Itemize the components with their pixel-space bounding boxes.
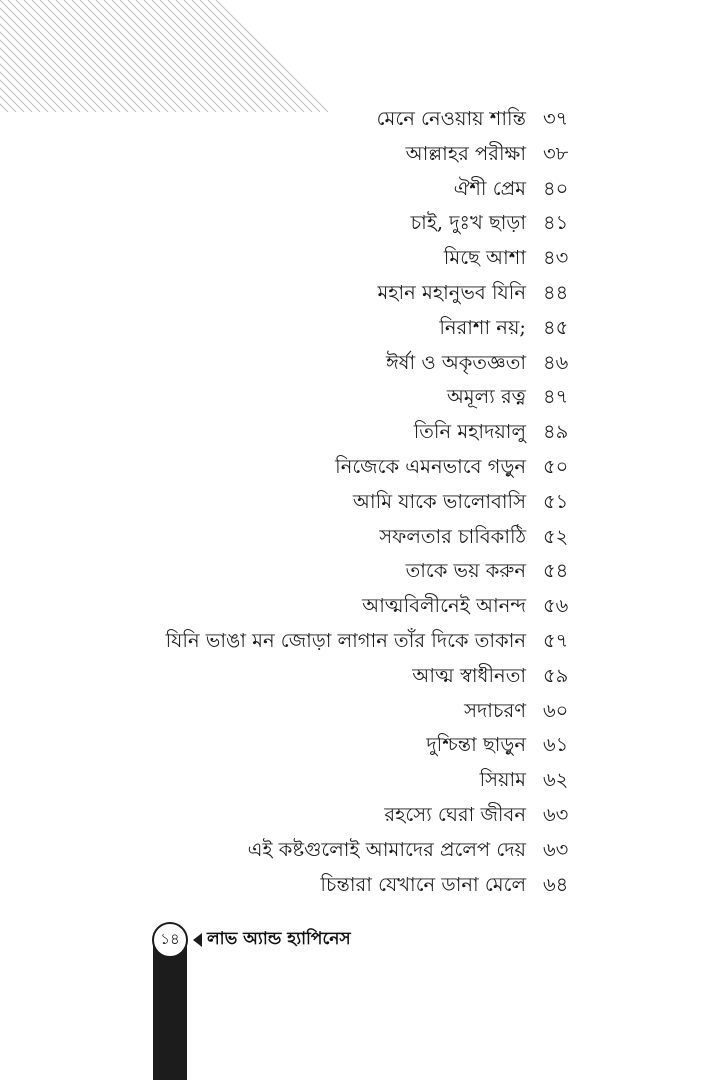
toc-entry: [0, 694, 728, 729]
toc-entry-page: ৪৭: [543, 385, 569, 409]
hatch-line: [328, 0, 340, 112]
hatch-line: [88, 0, 200, 112]
toc-entry: [0, 276, 728, 311]
toc-entry-page: ৫০: [543, 454, 569, 478]
toc-entry-title: রহস্যে ঘেরা জীবন: [384, 802, 526, 826]
toc-entry-title: সফলতার চাবিকাঠি: [379, 524, 526, 548]
arrow-left-icon: [193, 933, 202, 947]
hatch-line: [200, 0, 312, 112]
page-number: ১৪: [160, 929, 180, 948]
toc-entry-title: চাই, দুঃখ ছাড়া: [410, 211, 526, 235]
toc-entry-page: ৪৬: [543, 350, 569, 374]
hatch-line: [312, 0, 340, 112]
hatch-line: [128, 0, 240, 112]
toc-entry-page: ৫৬: [543, 594, 569, 618]
toc-entry-page: ৪৫: [543, 315, 569, 339]
toc-entry: [0, 624, 728, 659]
hatch-line: [192, 0, 304, 112]
toc-entry-page: ৪৯: [543, 420, 569, 444]
table-of-contents: [0, 102, 728, 902]
toc-entry: [0, 311, 728, 346]
toc-entry-title: যিনি ভাঙা মন জোড়া লাগান তাঁর দিকে তাকান: [165, 628, 526, 652]
hatch-line: [56, 0, 168, 112]
toc-entry-title: আল্লাহর পরীক্ষা: [405, 141, 526, 165]
toc-entry: [0, 450, 728, 485]
hatch-line: [208, 0, 320, 112]
toc-entry-title: অমূল্য রত্ন: [446, 385, 526, 409]
toc-entry: [0, 415, 728, 450]
book-title: লাভ অ্যান্ড হ্যাপিনেস: [207, 929, 351, 949]
page-number-badge: [152, 922, 188, 958]
toc-entry: [0, 380, 728, 415]
hatch-line: [336, 0, 340, 112]
hatch-line: [280, 0, 340, 112]
toc-entry-page: ৬৩: [543, 802, 569, 826]
hatch-line: [112, 0, 224, 112]
toc-entry-page: ৬৪: [543, 872, 569, 896]
toc-entry: [0, 589, 728, 624]
toc-entry: [0, 346, 728, 381]
hatch-line: [16, 0, 128, 112]
toc-entry: [0, 659, 728, 694]
toc-entry-page: ৬৩: [543, 837, 569, 861]
toc-entry-page: ৫২: [543, 524, 569, 548]
toc-entry: [0, 798, 728, 833]
toc-entry-title: আত্ম স্বাধীনতা: [412, 663, 526, 687]
hatch-line: [256, 0, 340, 112]
hatch-line: [304, 0, 340, 112]
hatch-line: [320, 0, 340, 112]
hatch-line: [120, 0, 232, 112]
toc-entry-page: ৫৯: [543, 663, 569, 687]
toc-entry-title: চিন্তারা যেখানে ডানা মেলে: [320, 872, 526, 896]
toc-entry-title: নিরাশা নয়;: [439, 315, 526, 339]
hatch-line: [0, 0, 72, 112]
toc-entry: [0, 520, 728, 555]
hatch-line: [64, 0, 176, 112]
toc-entry-title: মহান মহানুভব যিনি: [377, 280, 526, 304]
toc-entry-title: নিজেকে এমনভাবে গড়ুন: [335, 454, 526, 478]
hatch-line: [152, 0, 264, 112]
hatch-line: [24, 0, 136, 112]
toc-entry-page: ৫৪: [543, 559, 569, 583]
hatch-line: [224, 0, 336, 112]
hatch-line: [80, 0, 192, 112]
toc-entry-title: সিয়াম: [479, 768, 526, 792]
toc-entry: [0, 554, 728, 589]
toc-entry: [0, 763, 728, 798]
toc-entry: [0, 206, 728, 241]
hatch-line: [8, 0, 120, 112]
hatch-line: [0, 0, 24, 112]
hatch-line: [216, 0, 328, 112]
hatch-line: [248, 0, 340, 112]
toc-entry-title: এই কষ্টগুলোই আমাদের প্রলেপ দেয়: [247, 837, 526, 861]
hatch-line: [160, 0, 272, 112]
toc-entry-page: ৬১: [543, 733, 569, 757]
toc-entry-title: আমি যাকে ভালোবাসি: [352, 489, 526, 513]
hatch-line: [96, 0, 208, 112]
toc-entry: [0, 241, 728, 276]
toc-entry-title: মিছে আশা: [443, 246, 526, 270]
toc-entry-page: ৩৭: [543, 107, 569, 130]
hatch-line: [184, 0, 296, 112]
toc-entry: [0, 833, 728, 868]
corner-hatch-decoration: [0, 0, 340, 112]
toc-entry-title: তিনি মহাদয়ালু: [413, 420, 526, 444]
toc-entry: [0, 102, 728, 137]
toc-entry-title: তাকে ভয় করুন: [405, 559, 526, 583]
toc-entry-page: ৬২: [543, 768, 569, 792]
toc-entry-title: ঐশী প্রেম: [453, 176, 526, 200]
toc-entry-page: ৬০: [543, 698, 569, 722]
hatch-line: [264, 0, 340, 112]
hatch-line: [48, 0, 160, 112]
toc-entry: [0, 485, 728, 520]
toc-entry: [0, 137, 728, 172]
toc-entry-page: ৫৭: [543, 628, 569, 652]
hatch-line: [0, 0, 40, 112]
hatch-line: [40, 0, 152, 112]
toc-entry-page: ৩৮: [543, 141, 569, 165]
hatch-line: [72, 0, 184, 112]
toc-entry-page: ৪০: [543, 176, 569, 200]
toc-entry-page: ৪১: [543, 211, 569, 235]
hatch-line: [144, 0, 256, 112]
hatch-line: [168, 0, 280, 112]
toc-entry: [0, 868, 728, 903]
toc-entry-title: দুশ্চিন্তা ছাড়ুন: [426, 733, 526, 757]
toc-entry-title: সদাচরণ: [464, 698, 526, 722]
hatch-line: [176, 0, 288, 112]
toc-entry-page: ৪৪: [543, 280, 569, 304]
toc-entry: [0, 728, 728, 763]
hatch-line: [104, 0, 216, 112]
hatch-line: [0, 0, 112, 112]
toc-entry: [0, 172, 728, 207]
toc-entry-title: ঈর্ষা ও অকৃতজ্ঞতা: [386, 350, 526, 374]
toc-entry-title: মেনে নেওয়ায় শান্তি: [376, 107, 526, 130]
hatch-line: [32, 0, 144, 112]
footer-bar: [153, 938, 187, 1080]
toc-entry-title: আত্মবিলীনেই আনন্দ: [362, 594, 526, 618]
hatch-line: [272, 0, 340, 112]
toc-entry-page: ৫১: [543, 489, 569, 513]
toc-entry-page: ৪৩: [543, 246, 569, 270]
hatch-line: [0, 0, 88, 112]
hatch-line: [136, 0, 248, 112]
